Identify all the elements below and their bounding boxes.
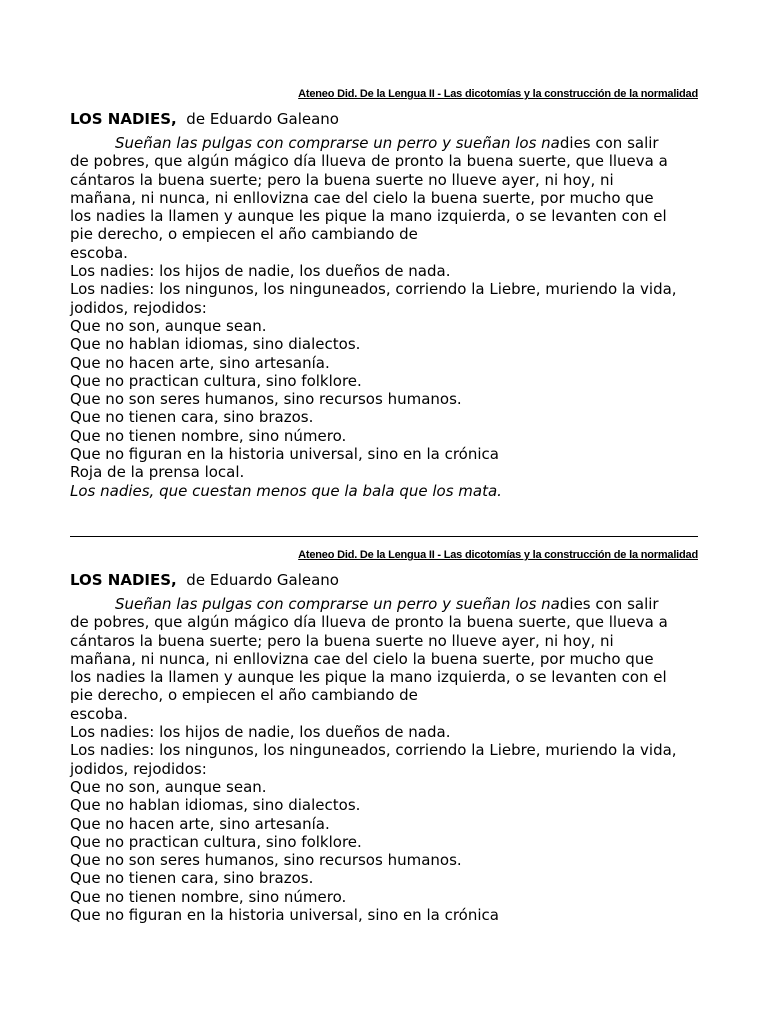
poem-line: pie derecho, o empiecen el año cambiando de	[70, 225, 418, 244]
poem-line: cántaros la buena suerte; pero la buena suerte no llueve ayer, ni hoy, ni	[70, 631, 614, 650]
poem-line: cántaros la buena suerte; pero la buena suerte no llueve ayer, ni hoy, ni	[70, 170, 614, 189]
poem-line: escoba.	[70, 243, 128, 262]
poem-line: Que no hablan idiomas, sino dialectos.	[70, 796, 361, 815]
poem-line: Que no son, aunque sean.	[70, 316, 267, 335]
poem-line: Que no tienen cara, sino brazos.	[70, 869, 314, 888]
title-bold: LOS NADIES,	[70, 571, 177, 589]
poem-line: jodidos, rejodidos:	[70, 759, 207, 778]
poem-line: Que no tienen nombre, sino número.	[70, 887, 347, 906]
poem-line: Los nadies: los ningunos, los ninguneados, corriendo la Liebre, muriendo la vida,	[70, 741, 677, 760]
poem-line: pie derecho, o empiecen el año cambiando de	[70, 686, 418, 705]
poem-line: jodidos, rejodidos:	[70, 298, 207, 317]
poem-line: escoba.	[70, 704, 128, 723]
poem-body	[70, 134, 698, 500]
poem-line: Roja de la prensa local.	[70, 463, 245, 482]
first-line-italic: Sueñan las pulgas con comprarse un perro y sueñan los na	[115, 595, 560, 613]
title-author: de Eduardo Galeano	[186, 571, 339, 589]
poem-line: mañana, ni nunca, ni enllovizna cae del cielo la buena suerte, por mucho que	[70, 649, 654, 668]
poem-title	[70, 570, 698, 590]
poem-section-1	[70, 86, 698, 500]
poem-line: Que no son, aunque sean.	[70, 777, 267, 796]
poem-line: Que no practican cultura, sino folklore.	[70, 832, 362, 851]
poem-section-2	[70, 547, 698, 924]
poem-line: Que no practican cultura, sino folklore.	[70, 371, 362, 390]
poem-body	[70, 595, 698, 924]
first-line-rest: dies con salir	[559, 595, 659, 613]
first-line-italic: Sueñan las pulgas con comprarse un perro y sueñan los na	[115, 134, 560, 152]
first-line-rest: dies con salir	[559, 134, 659, 152]
poem-line: Que no hacen arte, sino artesanía.	[70, 814, 330, 833]
poem-line: Que no tienen cara, sino brazos.	[70, 408, 314, 427]
poem-line: de pobres, que algún mágico día llueva de pronto la buena suerte, que llueva a	[70, 152, 668, 171]
section-divider	[70, 536, 698, 537]
poem-first-line	[70, 134, 698, 152]
poem-first-line	[70, 595, 698, 613]
poem-line: Que no son seres humanos, sino recursos humanos.	[70, 390, 462, 409]
poem-line: los nadies la llamen y aunque les pique la mano izquierda, o se levanten con el	[70, 668, 667, 687]
title-bold: LOS NADIES,	[70, 110, 177, 128]
poem-line: Que no figuran en la historia universal, sino en la crónica	[70, 906, 499, 925]
poem-line: Los nadies: los hijos de nadie, los dueños de nada.	[70, 723, 451, 742]
title-author: de Eduardo Galeano	[186, 110, 339, 128]
poem-line: Que no hablan idiomas, sino dialectos.	[70, 335, 361, 354]
poem-line: Los nadies: los ningunos, los ninguneados, corriendo la Liebre, muriendo la vida,	[70, 280, 677, 299]
poem-line: Que no son seres humanos, sino recursos humanos.	[70, 851, 462, 870]
poem-line: Que no hacen arte, sino artesanía.	[70, 353, 330, 372]
poem-closing-line: Los nadies, que cuestan menos que la bala que los mata.	[70, 481, 502, 500]
poem-line: Que no figuran en la historia universal, sino en la crónica	[70, 445, 499, 464]
poem-title	[70, 109, 698, 129]
document-header: Ateneo Did. De la Lengua II - Las dicotomías y la construcción de la normalidad	[298, 88, 698, 100]
poem-line: los nadies la llamen y aunque les pique la mano izquierda, o se levanten con el	[70, 207, 667, 226]
poem-line: Que no tienen nombre, sino número.	[70, 426, 347, 445]
document-header: Ateneo Did. De la Lengua II - Las dicotomías y la construcción de la normalidad	[298, 549, 698, 561]
poem-line: Los nadies: los hijos de nadie, los dueños de nada.	[70, 262, 451, 281]
poem-line: mañana, ni nunca, ni enllovizna cae del cielo la buena suerte, por mucho que	[70, 188, 654, 207]
poem-line: de pobres, que algún mágico día llueva de pronto la buena suerte, que llueva a	[70, 613, 668, 632]
